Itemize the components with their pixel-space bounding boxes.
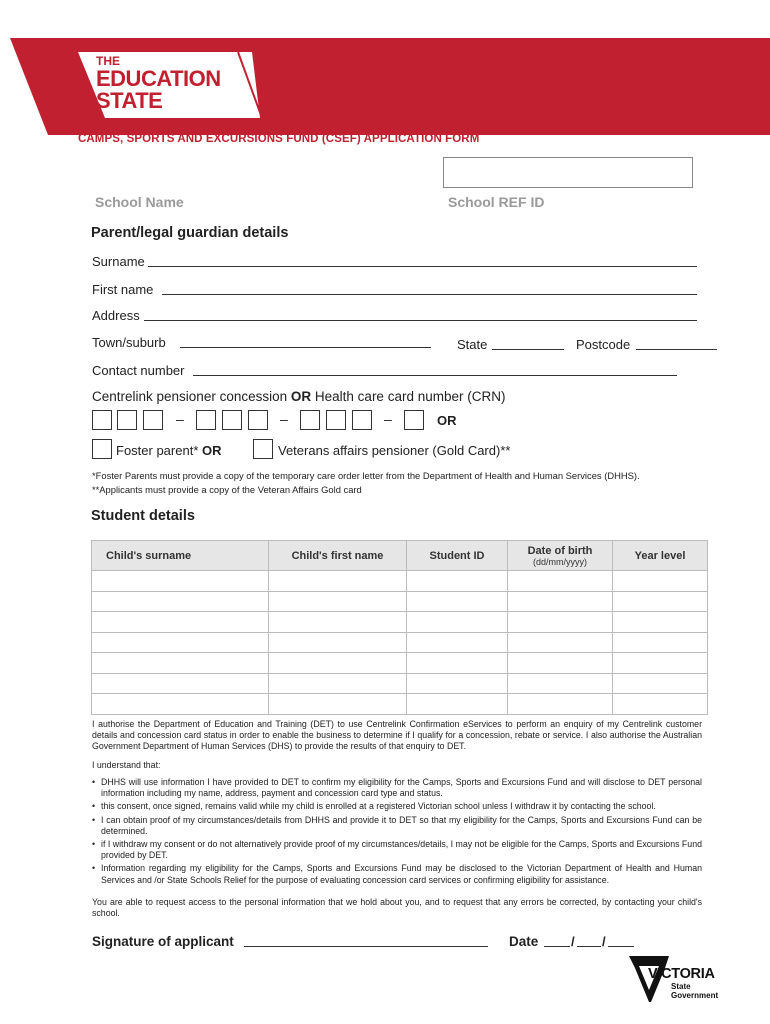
table-cell[interactable] xyxy=(508,694,613,715)
date-year-field[interactable] xyxy=(608,946,634,947)
table-cell[interactable] xyxy=(407,632,508,653)
logo xyxy=(96,55,221,112)
gold-card-note: **Applicants must provide a copy of the Veteran Affairs Gold card xyxy=(92,484,362,495)
col-student-id: Student ID xyxy=(407,541,508,571)
signature-label: Signature of applicant xyxy=(92,934,234,949)
table-cell[interactable] xyxy=(92,694,269,715)
col-first-name: Child's first name xyxy=(269,541,407,571)
crn-suffix: Health care card number (CRN) xyxy=(314,389,506,404)
foster-or: OR xyxy=(202,443,222,458)
crn-or: OR xyxy=(290,389,312,404)
understand-list xyxy=(92,777,702,886)
bullet-item: • this consent, once signed, remains valid while my child is enrolled at a registered Victorian school unless I withdraw it by contacting the school. xyxy=(92,801,702,812)
understand-label: I understand that: xyxy=(92,760,161,770)
date-separator: / xyxy=(571,934,575,949)
first-name-field[interactable] xyxy=(162,294,697,295)
surname-field[interactable] xyxy=(148,266,697,267)
veterans-label: Veterans affairs pensioner (Gold Card)** xyxy=(278,443,511,458)
table-row xyxy=(92,571,708,592)
table-cell[interactable] xyxy=(269,571,407,592)
table-cell[interactable] xyxy=(269,632,407,653)
table-cell[interactable] xyxy=(613,612,708,633)
crn-digit-box[interactable] xyxy=(196,410,216,430)
contact-label: Contact number xyxy=(92,363,185,378)
contact-field[interactable] xyxy=(193,375,677,376)
crn-prefix: Centrelink pensioner concession xyxy=(92,389,288,404)
victoria-logo-text: VICTORIA xyxy=(648,966,715,982)
col-dob-format: (dd/mm/yyyy) xyxy=(533,556,587,567)
date-label: Date xyxy=(509,934,539,949)
state-field[interactable] xyxy=(492,349,564,350)
table-row xyxy=(92,694,708,715)
table-cell[interactable] xyxy=(613,673,708,694)
surname-label: Surname xyxy=(92,254,145,269)
crn-digit-box[interactable] xyxy=(326,410,346,430)
col-year-level: Year level xyxy=(613,541,708,571)
table-cell[interactable] xyxy=(407,591,508,612)
col-surname: Child's surname xyxy=(92,541,269,571)
date-month-field[interactable] xyxy=(577,946,601,947)
postcode-label: Postcode xyxy=(576,337,631,352)
crn-or-label: OR xyxy=(437,413,457,428)
bullet-item: • DHHS will use information I have provided to DET to confirm my eligibility for the Camps, Sports and Excursions Fund and will disclose to DET personal information including my name, address, payment and concession card type and status. xyxy=(92,777,702,799)
date-separator: / xyxy=(602,934,606,949)
col-dob xyxy=(508,541,613,571)
table-cell[interactable] xyxy=(269,673,407,694)
table-cell[interactable] xyxy=(407,653,508,674)
table-cell[interactable] xyxy=(269,694,407,715)
crn-digit-box[interactable] xyxy=(117,410,137,430)
table-cell[interactable] xyxy=(508,653,613,674)
table-cell[interactable] xyxy=(407,673,508,694)
victoria-logo-line1: State xyxy=(671,982,691,991)
authorise-paragraph: I authorise the Department of Education and Training (DET) to use Centrelink Confirmation eServices to perform an enquiry of my Centrelink customer details and concession card status in order to enable the business to determine if I qualify for a concession, rebate or service. I also authorise the Australian Government Department of Human Services (DHS) to provide the results of that enquiry to DET. xyxy=(92,719,702,752)
table-cell[interactable] xyxy=(508,591,613,612)
school-ref-label: School REF ID xyxy=(448,194,545,210)
town-label: Town/suburb xyxy=(92,335,166,350)
veterans-checkbox[interactable] xyxy=(253,439,273,459)
parent-heading: Parent/legal guardian details xyxy=(91,225,289,241)
table-cell[interactable] xyxy=(613,632,708,653)
student-heading: Student details xyxy=(91,508,195,524)
table-row xyxy=(92,632,708,653)
table-cell[interactable] xyxy=(613,694,708,715)
first-name-label: First name xyxy=(92,282,154,297)
bullet-item: • Information regarding my eligibility for the Camps, Sports and Excursions Fund may be disclosed to the Victorian Department of Health and Human Services and /or State Schools Relief for the purpose of evaluating concession card services or confirming eligibility for assistance. xyxy=(92,863,702,885)
town-field[interactable] xyxy=(180,347,431,348)
crn-digit-box[interactable] xyxy=(222,410,242,430)
crn-digit-box[interactable] xyxy=(92,410,112,430)
table-cell[interactable] xyxy=(269,591,407,612)
logo-line1: THE xyxy=(96,54,120,68)
foster-parent-label xyxy=(116,443,222,458)
logo-line3: STATE xyxy=(96,88,163,113)
table-cell[interactable] xyxy=(92,612,269,633)
access-paragraph: You are able to request access to the personal information that we hold about you, and to request that any errors be corrected, by contacting your child's school. xyxy=(92,897,702,919)
table-cell[interactable] xyxy=(269,653,407,674)
foster-note: *Foster Parents must provide a copy of the temporary care order letter from the Department of Health and Human Services (DHHS). xyxy=(92,470,640,481)
table-cell[interactable] xyxy=(508,571,613,592)
table-cell[interactable] xyxy=(508,612,613,633)
logo-line2: EDUCATION xyxy=(96,66,221,91)
postcode-field[interactable] xyxy=(636,349,717,350)
date-day-field[interactable] xyxy=(544,946,570,947)
crn-digit-box[interactable] xyxy=(300,410,320,430)
col-dob-label: Date of birth xyxy=(527,544,593,557)
foster-text: Foster parent* xyxy=(116,443,199,458)
state-label: State xyxy=(457,337,488,352)
table-row xyxy=(92,673,708,694)
bullet-item: • I can obtain proof of my circumstances/details from DHHS and provide it to DET so that my eligibility for the Camps, Sports and Excursions Fund can be determined. xyxy=(92,815,702,837)
table-row xyxy=(92,591,708,612)
table-cell[interactable] xyxy=(613,571,708,592)
table-cell[interactable] xyxy=(92,591,269,612)
crn-dash: – xyxy=(384,411,392,427)
table-cell[interactable] xyxy=(407,612,508,633)
table-cell[interactable] xyxy=(92,632,269,653)
table-cell[interactable] xyxy=(613,591,708,612)
victoria-logo-sub xyxy=(671,983,718,1000)
table-cell[interactable] xyxy=(269,612,407,633)
address-field[interactable] xyxy=(144,320,697,321)
student-table xyxy=(91,540,708,715)
table-cell[interactable] xyxy=(407,694,508,715)
address-label: Address xyxy=(92,308,140,323)
crn-label xyxy=(92,389,505,404)
crn-digit-box[interactable] xyxy=(143,410,163,430)
table-row xyxy=(92,612,708,633)
crn-digit-box[interactable] xyxy=(404,410,424,430)
school-name-label: School Name xyxy=(95,194,184,210)
signature-field[interactable] xyxy=(244,946,488,947)
form-title: CAMPS, SPORTS AND EXCURSIONS FUND (CSEF) APPLICATION FORM xyxy=(78,133,480,145)
table-cell[interactable] xyxy=(407,571,508,592)
bullet-item: • if I withdraw my consent or do not alternatively provide proof of my circumstances/details, I may not be eligible for the Camps, Sports and Excursions Fund provided by DET. xyxy=(92,839,702,861)
table-cell[interactable] xyxy=(613,653,708,674)
crn-dash: – xyxy=(176,411,184,427)
crn-digit-box[interactable] xyxy=(248,410,268,430)
table-cell[interactable] xyxy=(92,653,269,674)
table-cell[interactable] xyxy=(92,571,269,592)
crn-dash: – xyxy=(280,411,288,427)
crn-digit-box[interactable] xyxy=(352,410,372,430)
table-row xyxy=(92,653,708,674)
table-cell[interactable] xyxy=(92,673,269,694)
school-ref-id-box[interactable] xyxy=(443,157,693,188)
foster-parent-checkbox[interactable] xyxy=(92,439,112,459)
table-cell[interactable] xyxy=(508,673,613,694)
table-cell[interactable] xyxy=(508,632,613,653)
victoria-logo-line2: Government xyxy=(671,990,719,1000)
